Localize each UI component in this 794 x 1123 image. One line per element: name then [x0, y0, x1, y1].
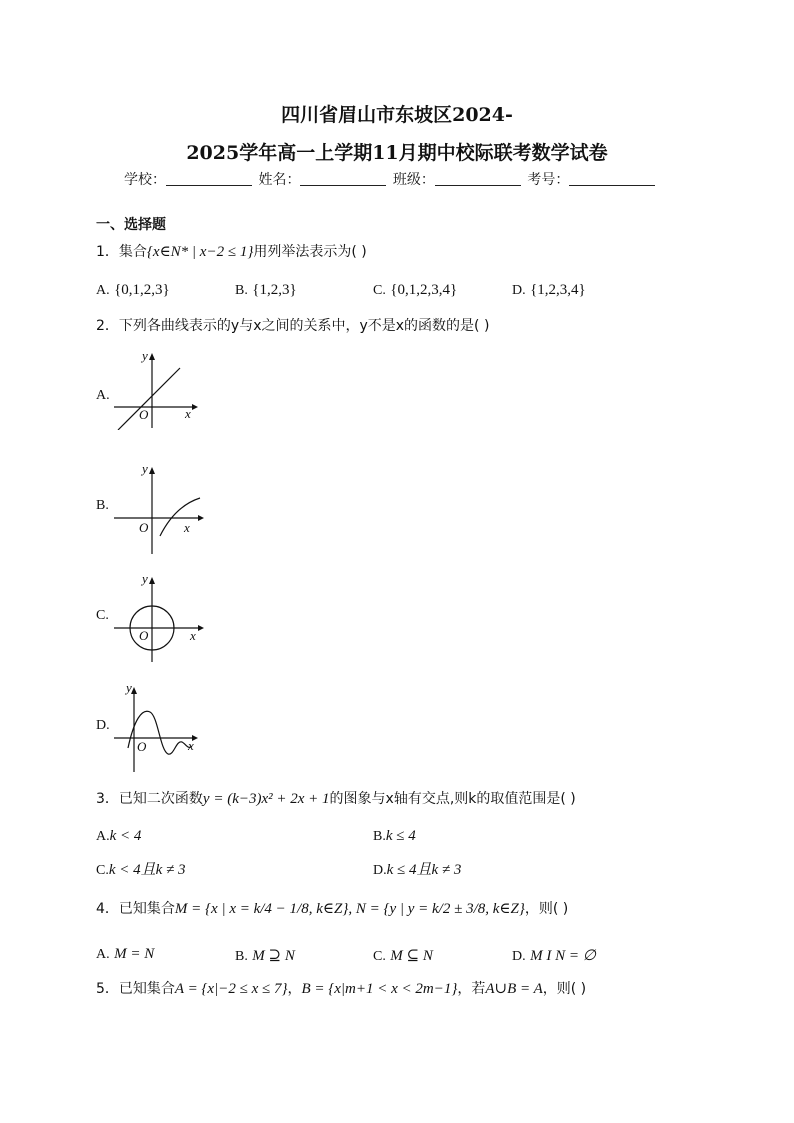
q1-option-c[interactable]: C. {0,1,2,3,4} [373, 282, 458, 298]
q2-option-d-label[interactable]: D. [96, 718, 110, 733]
q2-option-a-label[interactable]: A. [96, 388, 110, 403]
q2-graph-a[interactable] [110, 350, 200, 430]
q1-option-b[interactable]: B. {1,2,3} [235, 282, 297, 298]
y-axis-label: y [142, 461, 148, 476]
origin-label: O [139, 407, 149, 422]
q3-option-c[interactable]: C.k < 4且k ≠ 3 [96, 862, 186, 878]
title-line-2: 2025学年高一上学期11月期中校际联考数学试卷 [186, 142, 608, 164]
q2-graph-c[interactable] [110, 570, 210, 665]
x-axis-label: x [190, 628, 196, 643]
y-axis-label: y [142, 571, 148, 586]
x-axis-label: x [185, 406, 191, 421]
section-title: 一、选择题 [96, 217, 166, 233]
y-axis-label: y [126, 680, 132, 695]
question-2-stem: 2．下列各曲线表示的y与x之间的关系中，y不是x的函数的是( ) [96, 318, 490, 334]
y-axis-label: y [142, 350, 148, 363]
school-field[interactable] [166, 171, 252, 186]
origin-label: O [139, 520, 149, 535]
q2-graph-d[interactable] [110, 680, 210, 775]
q3-option-d[interactable]: D.k ≤ 4且k ≠ 3 [373, 862, 462, 878]
name-field[interactable] [300, 171, 386, 186]
q2-option-c-label[interactable]: C. [96, 608, 109, 623]
q4-option-d[interactable]: D. M I N = ∅ [512, 948, 596, 964]
school-label: 学校： [124, 172, 166, 188]
origin-label: O [139, 628, 149, 643]
x-axis-label: x [188, 738, 194, 753]
q3-option-b[interactable]: B.k ≤ 4 [373, 828, 416, 844]
q2-graph-b[interactable] [110, 460, 210, 555]
question-1-stem: 1．集合{x∈N* | x−2 ≤ 1}用列举法表示为( ) [96, 244, 367, 260]
q4-option-c[interactable]: C. M ⊆ N [373, 948, 433, 964]
q4-option-b[interactable]: B. M ⊇ N [235, 948, 295, 964]
q1-option-a[interactable]: A. {0,1,2,3} [96, 282, 170, 298]
exam-number-field[interactable] [569, 171, 655, 186]
info-row [124, 171, 657, 189]
name-label: 姓名： [258, 172, 301, 188]
title-line-1: 四川省眉山市东坡区2024- [281, 104, 513, 126]
question-5-stem: 5．已知集合A = {x|−2 ≤ x ≤ 7}，B = {x|m+1 < x < 2m−1}，若A∪B = A，则( ) [96, 981, 587, 997]
q4-option-a[interactable]: A. M = N [96, 946, 155, 962]
x-axis-label: x [184, 520, 190, 535]
q3-option-a[interactable]: A.k < 4 [96, 828, 142, 844]
question-4-stem: 4．已知集合M = {x | x = k/4 − 1/8, k∈Z}, N = {y | y = k/2 ± 3/8, k∈Z}，则( ) [96, 901, 569, 917]
question-3-stem: 3．已知二次函数y = (k−3)x² + 2x + 1的图象与x轴有交点,则k的取值范围是( ) [96, 791, 576, 807]
class-field[interactable] [435, 171, 521, 186]
origin-label: O [137, 739, 147, 754]
class-label: 班级： [392, 172, 435, 188]
q2-option-b-label[interactable]: B. [96, 498, 109, 513]
q1-option-d[interactable]: D. {1,2,3,4} [512, 282, 586, 298]
exam-number-label: 考号： [527, 172, 570, 188]
